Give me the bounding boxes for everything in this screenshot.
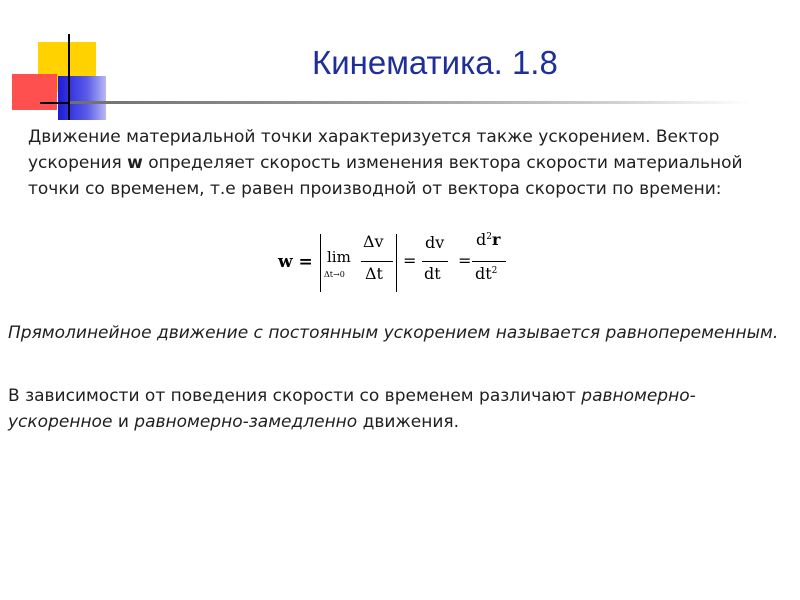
logo-vertical-line [68,34,70,120]
fraction3-numerator [476,230,500,249]
formula-lhs: w = [278,252,313,272]
acceleration-formula [276,232,516,296]
paragraph-text: определяет скорость изменения вектора скорости материальной точки со временем, т.е равен производной от вектора скорости по времени: [28,153,743,199]
term-accelerated: равномерно-ускоренное [8,386,696,432]
fraction1-numerator: Δv [363,232,384,251]
title-underline [70,101,750,104]
paragraph-text: и [112,412,135,432]
formula-lim: lim [327,248,351,266]
fraction3-den-exponent: 2 [491,266,498,276]
abs-bar-right [396,234,397,292]
fraction2-denominator: dt [424,264,441,283]
paragraph-text: Движение материальной точки характеризуется также ускорением. Вектор ускорения [28,127,720,173]
paragraph-uniform-acceleration: Прямолинейное движение с постоянным ускорением называется равнопеременным. [8,323,779,343]
fraction1-denominator: Δt [365,264,383,283]
bold-symbol-w: w [127,153,143,173]
fraction2-line [422,261,448,262]
logo-red-square [12,74,57,110]
term-decelerated: равномерно-замедленно [134,412,358,432]
paragraph-velocity-behavior [8,383,788,435]
fraction2-numerator: dv [425,233,445,252]
formula-equals-2: = [458,251,472,270]
fraction3-num-exponent: 2 [486,232,492,242]
paragraph-acceleration [28,124,788,202]
fraction3-line [472,261,506,262]
slide-title: Кинематика. 1.8 [312,44,558,81]
fraction3-denominator [475,264,497,283]
paragraph-text: В зависимости от поведения скорости со временем различают [8,386,582,406]
fraction3-var: r [491,230,501,249]
fraction3-d: d [476,230,487,249]
abs-bar-left [320,234,321,292]
fraction3-dt: dt [475,264,492,283]
formula-equals-1: = [403,251,417,270]
formula-lim-subscript: Δt→0 [324,270,345,279]
logo-blue-square [58,76,106,120]
paragraph-text: движения. [357,412,459,432]
fraction1-line [361,261,393,262]
